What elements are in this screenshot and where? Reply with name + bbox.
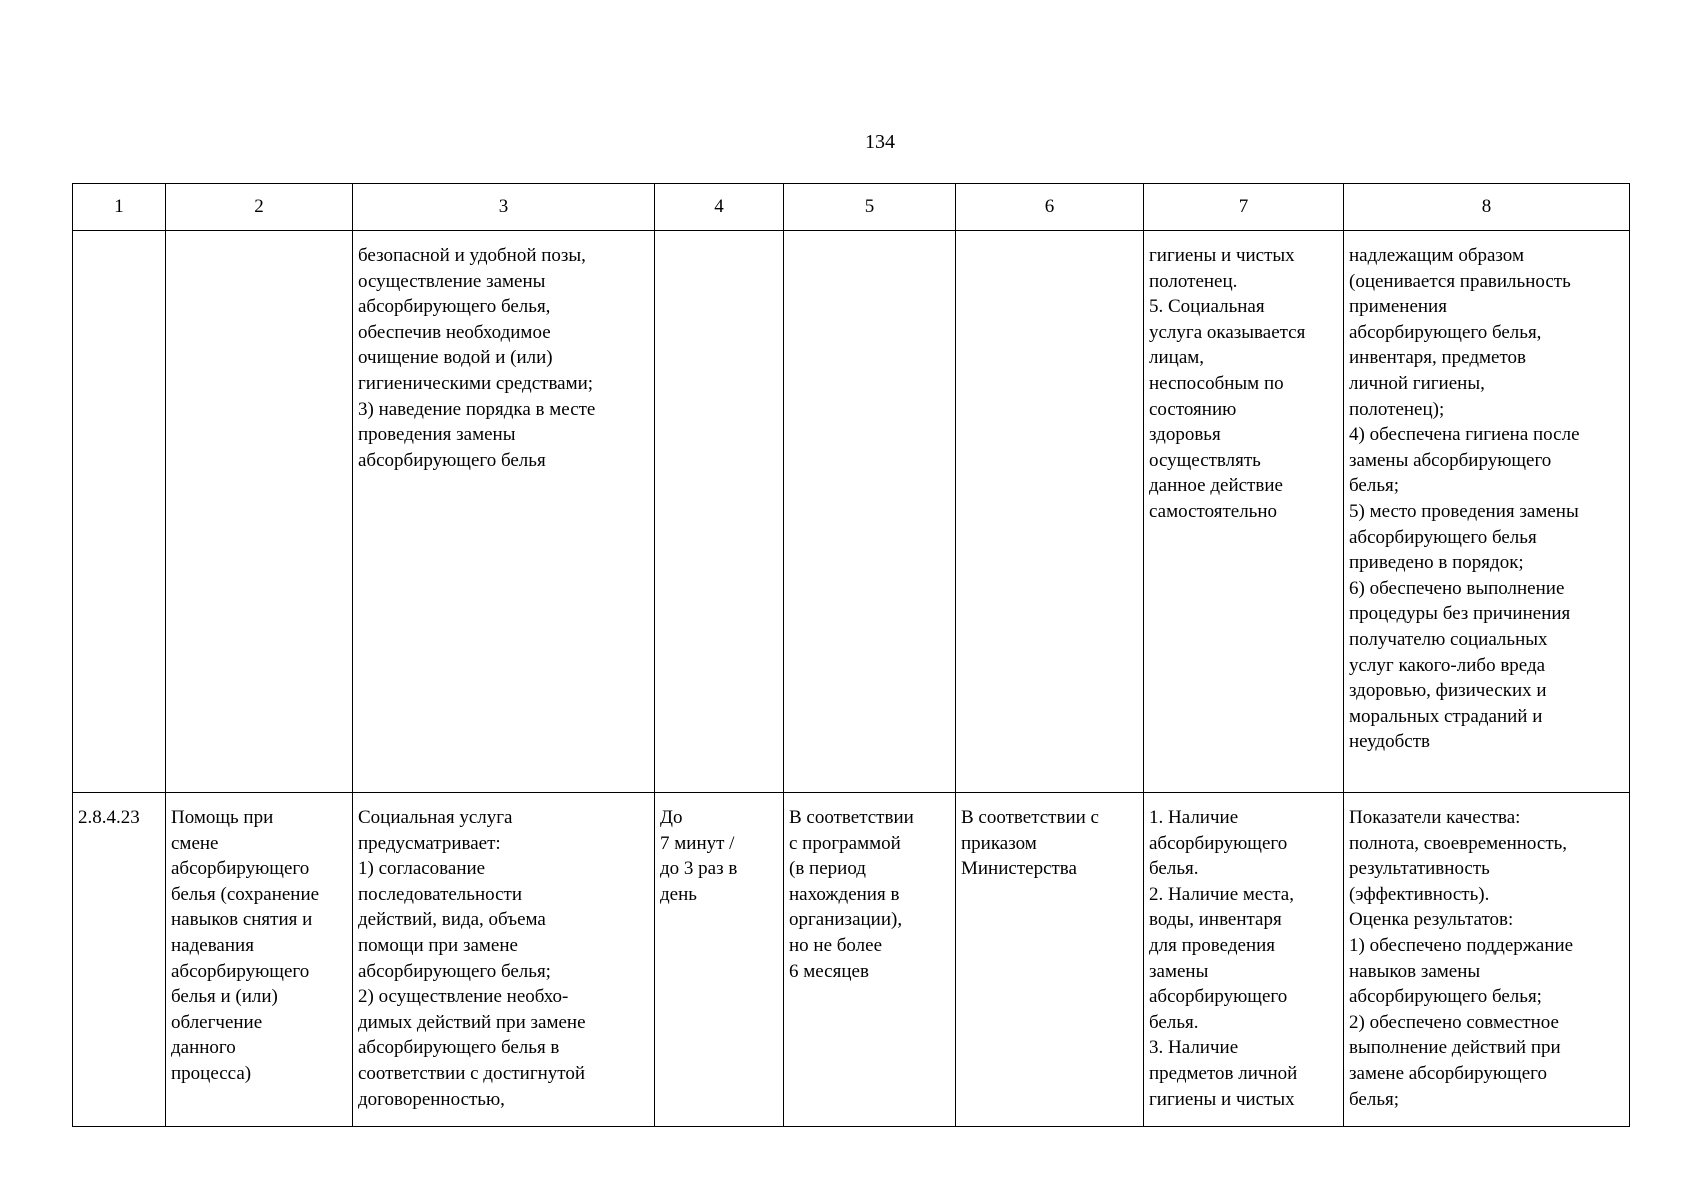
service-period: В соответствии с программой (в период нахождения в организации), но не более 6 месяцев (789, 807, 914, 982)
table-cell (655, 793, 784, 1127)
cell-text: безопасной и удобной позы, осуществление замены абсорбирующего белья, обеспечив необходимое очищение водой и (или) гигиеническими средствами; 3) наведение порядка в месте проведения замены абсорбирующего белья (358, 245, 596, 471)
table-cell (73, 793, 166, 1127)
table-cell (1344, 231, 1630, 793)
service-duration: До 7 минут / до 3 раз в день (660, 807, 738, 905)
table-cell (353, 793, 655, 1127)
table-header-row (73, 184, 1630, 231)
table-cell (353, 231, 655, 793)
service-code: 2.8.4.23 (78, 807, 140, 828)
cell-text: гигиены и чистых полотенец. 5. Социальная услуга оказывается лицам, неспособным по состоянию здоровья осуществлять данное действие самостоятельно (1149, 245, 1306, 522)
table-cell (1144, 793, 1344, 1127)
table-cell (956, 231, 1144, 793)
column-header-3: 3 (353, 184, 655, 231)
page-number: 134 (865, 131, 895, 153)
table-cell (784, 793, 956, 1127)
table-cell (655, 231, 784, 793)
column-header-1: 1 (73, 184, 166, 231)
table-row (73, 231, 1630, 793)
table-cell (1144, 231, 1344, 793)
column-header-6: 6 (956, 184, 1144, 231)
table-cell (1344, 793, 1630, 1127)
service-description: Социальная услуга предусматривает: 1) согласование последовательности действий, вида, объема помощи при замене абсорбирующего белья; 2) осуществление необхо- димых действий при замене абсорбирующего белья в соответствии с достигнутой договоренностью, (358, 807, 586, 1110)
service-tariff: В соответствии с приказом Министерства (961, 807, 1099, 880)
service-name: Помощь при смене абсорбирующего белья (сохранение навыков снятия и надевания абсорбирующего белья и (или) облегчение данного процесса) (171, 807, 320, 1084)
table-cell (166, 793, 353, 1127)
column-header-8: 8 (1344, 184, 1630, 231)
column-header-2: 2 (166, 184, 353, 231)
table-cell (166, 231, 353, 793)
column-header-4: 4 (655, 184, 784, 231)
column-header-5: 5 (784, 184, 956, 231)
services-table (72, 183, 1630, 1127)
table-cell (73, 231, 166, 793)
table-cell (784, 231, 956, 793)
table-cell (956, 793, 1144, 1127)
column-header-7: 7 (1144, 184, 1344, 231)
service-conditions: 1. Наличие абсорбирующего белья. 2. Наличие места, воды, инвентаря для проведения замены абсорбирующего белья. 3. Наличие предметов личной гигиены и чистых (1149, 807, 1298, 1110)
cell-text: надлежащим образом (оценивается правильность применения абсорбирующего белья, инвентаря, предметов личной гигиены, полотенец); 4) обеспечена гигиена после замены абсорбирующего белья; 5) место проведения замены абсорбирующего белья приведено в порядок; 6) обеспечено выполнение процедуры без причинения получателю социальных услуг какого-либо вреда здоровью, физических и моральных страданий и неудобств (1349, 245, 1580, 753)
service-quality: Показатели качества: полнота, своевременность, результативность (эффективность). Оценка результатов: 1) обеспечено поддержание навыков замены абсорбирующего белья; 2) обеспечено совместное выполнение действий при замене абсорбирующего белья; (1349, 807, 1574, 1110)
table-row (73, 793, 1630, 1127)
